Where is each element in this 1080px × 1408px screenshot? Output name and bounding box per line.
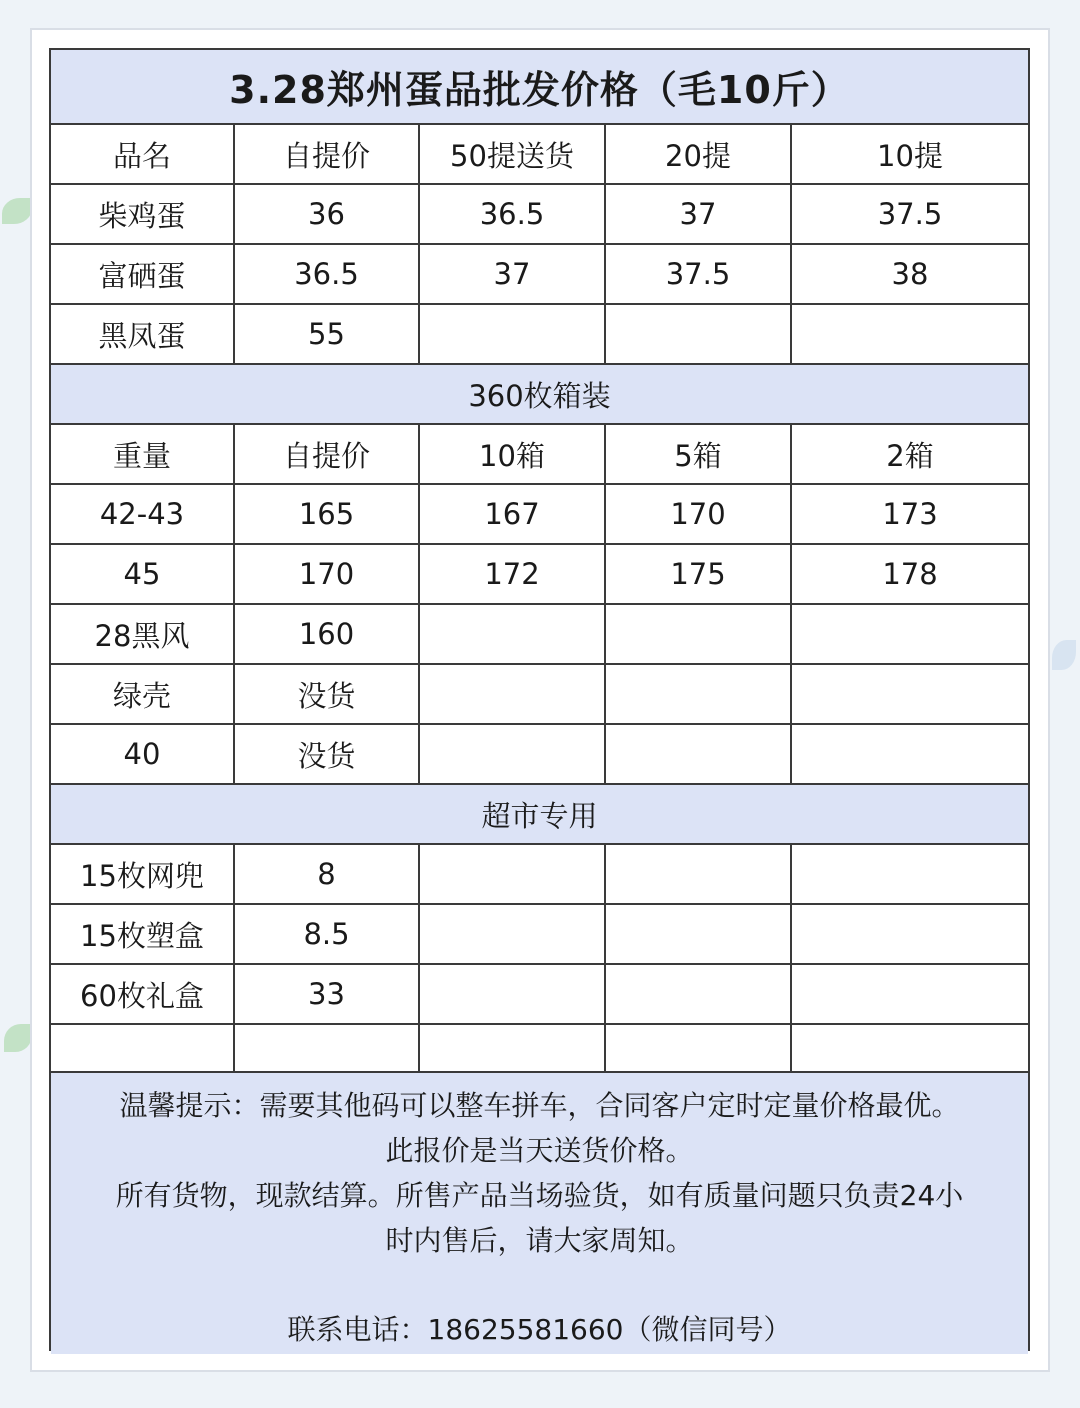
table-row [51, 665, 1028, 725]
table-cell [606, 1025, 792, 1071]
table-cell: 45 [51, 545, 235, 603]
table-cell: 37.5 [606, 245, 792, 303]
notes-panel [51, 1073, 1028, 1354]
table-cell: 36.5 [235, 245, 420, 303]
table-cell: 178 [882, 557, 938, 591]
table-cell: 没货 [235, 725, 420, 783]
table-cell [420, 305, 606, 363]
table-cell [420, 965, 606, 1023]
table-cell [792, 725, 1028, 783]
table-cell [420, 605, 606, 663]
table-row [51, 845, 1028, 905]
table-cell: 36 [235, 185, 420, 243]
table-cell [606, 845, 792, 903]
notes-line: 时内售后，请大家周知。 [385, 1224, 694, 1257]
table2-header-row [51, 425, 1028, 485]
notes-line: 此报价是当天送货价格。 [385, 1134, 694, 1167]
table-cell [606, 665, 792, 723]
header-cell: 自提价 [235, 425, 420, 483]
header-cell: 品名 [51, 125, 235, 183]
table-cell: 37.5 [877, 197, 943, 231]
table-cell [606, 305, 792, 363]
table-cell [420, 905, 606, 963]
sheet-title: 3.28郑州蛋品批发价格（毛10斤） [51, 50, 1028, 125]
background-leaf-decoration [1052, 640, 1076, 670]
table-cell: 165 [235, 485, 420, 543]
table-row [51, 605, 1028, 665]
table-row [51, 485, 1028, 545]
table-cell [420, 725, 606, 783]
table-cell: 8 [235, 845, 420, 903]
table-row [51, 905, 1028, 965]
notes-line: 温馨提示：需要其他码可以整车拼车，合同客户定时定量价格最优。 [119, 1089, 960, 1122]
header-cell: 20提 [606, 125, 792, 183]
table-row-empty [51, 1025, 1028, 1073]
table-row [51, 245, 1028, 305]
table-cell [792, 605, 1028, 663]
table-cell: 8.5 [235, 905, 420, 963]
header-cell: 5箱 [606, 425, 792, 483]
table-cell [606, 965, 792, 1023]
table-cell: 柴鸡蛋 [51, 185, 235, 243]
price-sheet [49, 48, 1030, 1351]
table-cell: 绿壳 [51, 665, 235, 723]
table-cell: 没货 [235, 665, 420, 723]
table-cell: 170 [235, 545, 420, 603]
table-cell [606, 725, 792, 783]
header-cell: 10提 [877, 138, 943, 173]
header-cell: 重量 [51, 425, 235, 483]
notes-line: 所有货物，现款结算。所售产品当场验货，如有质量问题只负责24小 [115, 1179, 964, 1212]
table-cell: 黑凤蛋 [51, 305, 235, 363]
table-cell [792, 1025, 1028, 1071]
table-cell: 37 [420, 245, 606, 303]
table-row [51, 185, 1028, 245]
table-cell: 173 [882, 497, 938, 531]
table-cell: 172 [420, 545, 606, 603]
table-cell [792, 905, 1028, 963]
table-cell: 40 [51, 725, 235, 783]
table-cell [606, 605, 792, 663]
table-cell: 55 [235, 305, 420, 363]
table-cell [606, 905, 792, 963]
table1-header-row [51, 125, 1028, 185]
table-cell [420, 1025, 606, 1071]
table-cell [792, 845, 1028, 903]
table-cell [51, 1025, 235, 1071]
table-row [51, 545, 1028, 605]
table-cell: 60枚礼盒 [51, 965, 235, 1023]
table-cell [792, 965, 1028, 1023]
contact-phone: 联系电话：18625581660（微信同号） [287, 1313, 792, 1346]
table-cell: 167 [420, 485, 606, 543]
table-cell: 37 [606, 185, 792, 243]
table-cell: 15枚网兜 [51, 845, 235, 903]
table-cell: 28黑风 [51, 605, 235, 663]
table-cell: 36.5 [420, 185, 606, 243]
background-leaf-decoration [4, 1024, 32, 1052]
background-leaf-decoration [2, 198, 32, 224]
table-cell [420, 845, 606, 903]
table-cell: 42-43 [51, 485, 235, 543]
table-row [51, 725, 1028, 785]
header-cell: 2箱 [886, 438, 934, 473]
table-cell: 160 [235, 605, 420, 663]
table-cell [420, 665, 606, 723]
header-cell: 自提价 [235, 125, 420, 183]
table-cell [792, 665, 1028, 723]
section-heading-boxed: 360枚箱装 [51, 365, 1028, 425]
header-cell: 10箱 [420, 425, 606, 483]
table-cell: 富硒蛋 [51, 245, 235, 303]
table-cell: 38 [891, 257, 929, 291]
header-cell: 50提送货 [420, 125, 606, 183]
table-cell: 15枚塑盒 [51, 905, 235, 963]
table-cell: 175 [606, 545, 792, 603]
table-cell [235, 1025, 420, 1071]
table-row [51, 965, 1028, 1025]
section-heading-supermarket: 超市专用 [51, 785, 1028, 845]
table-row [51, 305, 1028, 365]
table-cell: 170 [606, 485, 792, 543]
table-cell [792, 305, 1028, 363]
table-cell: 33 [235, 965, 420, 1023]
